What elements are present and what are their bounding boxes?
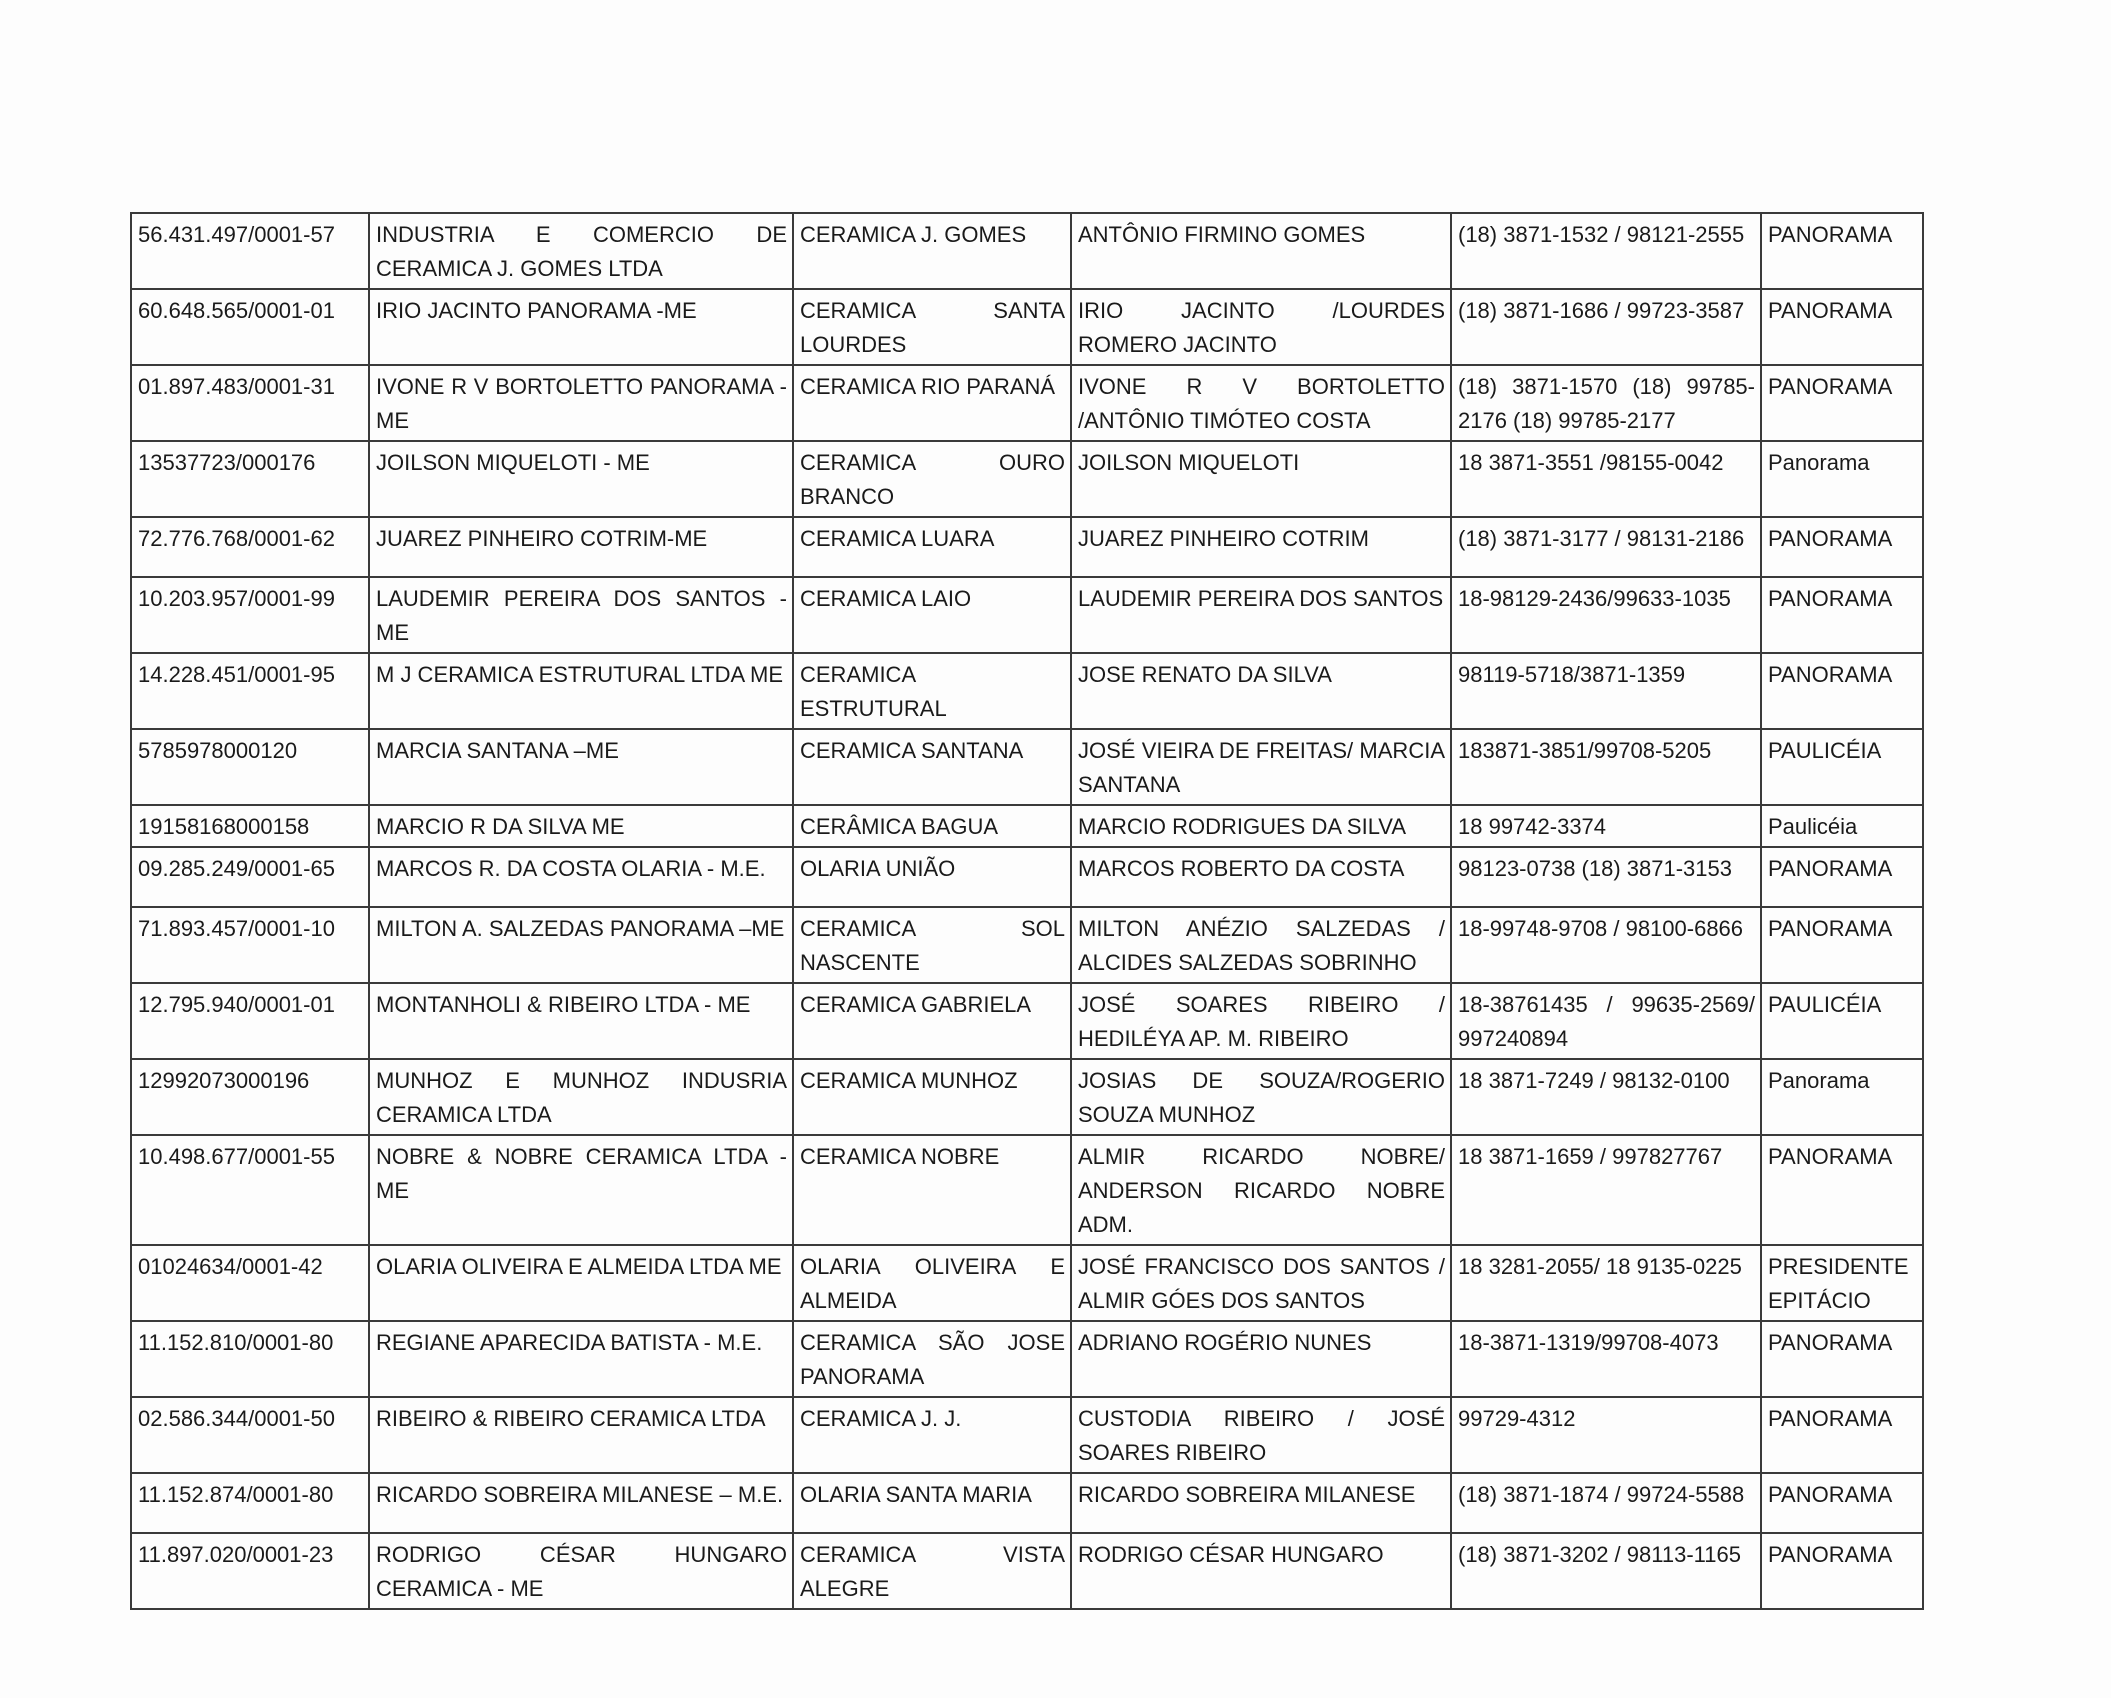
phone-cell: (18) 3871-3202 / 98113-1165 <box>1451 1533 1761 1609</box>
contact-cell: ALMIR RICARDO NOBRE/ ANDERSON RICARDO NOBRE ADM. <box>1071 1135 1451 1245</box>
city-cell: PANORAMA <box>1761 1397 1923 1473</box>
trade-name-cell: CERAMICA LUARA <box>793 517 1071 577</box>
contact-cell: JUAREZ PINHEIRO COTRIM <box>1071 517 1451 577</box>
city-cell: PANORAMA <box>1761 1473 1923 1533</box>
cnpj-cell: 11.152.874/0001-80 <box>131 1473 369 1533</box>
trade-name-cell: CERAMICA RIO PARANÁ <box>793 365 1071 441</box>
table-row <box>131 1059 1923 1135</box>
contact-cell: ADRIANO ROGÉRIO NUNES <box>1071 1321 1451 1397</box>
trade-name-cell: CERAMICA ESTRUTURAL <box>793 653 1071 729</box>
cnpj-cell: 11.152.810/0001-80 <box>131 1321 369 1397</box>
contact-cell: MARCIO RODRIGUES DA SILVA <box>1071 805 1451 847</box>
contact-cell: IRIO JACINTO /LOURDES ROMERO JACINTO <box>1071 289 1451 365</box>
phone-cell: 99729-4312 <box>1451 1397 1761 1473</box>
table-row <box>131 1135 1923 1245</box>
phone-cell: 18 3281-2055/ 18 9135-0225 <box>1451 1245 1761 1321</box>
phone-cell: 18-99748-9708 / 98100-6866 <box>1451 907 1761 983</box>
city-cell: PAULICÉIA <box>1761 729 1923 805</box>
company-name-cell: LAUDEMIR PEREIRA DOS SANTOS -ME <box>369 577 793 653</box>
city-cell: PANORAMA <box>1761 1533 1923 1609</box>
table-row <box>131 213 1923 289</box>
city-cell: PANORAMA <box>1761 847 1923 907</box>
table-row <box>131 577 1923 653</box>
table-row <box>131 653 1923 729</box>
contact-cell: JOSIAS DE SOUZA/ROGERIO SOUZA MUNHOZ <box>1071 1059 1451 1135</box>
city-cell: PANORAMA <box>1761 907 1923 983</box>
company-name-cell: RIBEIRO & RIBEIRO CERAMICA LTDA <box>369 1397 793 1473</box>
trade-name-cell: CERAMICA NOBRE <box>793 1135 1071 1245</box>
contact-cell: JOSÉ SOARES RIBEIRO / HEDILÉYA AP. M. RIBEIRO <box>1071 983 1451 1059</box>
company-name-cell: JUAREZ PINHEIRO COTRIM-ME <box>369 517 793 577</box>
company-name-cell: MILTON A. SALZEDAS PANORAMA –ME <box>369 907 793 983</box>
table-row <box>131 365 1923 441</box>
trade-name-cell: CERÂMICA BAGUA <box>793 805 1071 847</box>
city-cell: PANORAMA <box>1761 1321 1923 1397</box>
city-cell: PAULICÉIA <box>1761 983 1923 1059</box>
table-row <box>131 441 1923 517</box>
phone-cell: (18) 3871-1532 / 98121-2555 <box>1451 213 1761 289</box>
phone-cell: 183871-3851/99708-5205 <box>1451 729 1761 805</box>
company-name-cell: REGIANE APARECIDA BATISTA - M.E. <box>369 1321 793 1397</box>
contact-cell: JOILSON MIQUELOTI <box>1071 441 1451 517</box>
contact-cell: RICARDO SOBREIRA MILANESE <box>1071 1473 1451 1533</box>
ceramics-registry-table <box>130 212 1924 1610</box>
company-name-cell: M J CERAMICA ESTRUTURAL LTDA ME <box>369 653 793 729</box>
phone-cell: (18) 3871-1686 / 99723-3587 <box>1451 289 1761 365</box>
company-name-cell: OLARIA OLIVEIRA E ALMEIDA LTDA ME <box>369 1245 793 1321</box>
phone-cell: (18) 3871-1570 (18) 99785-2176 (18) 99785-2177 <box>1451 365 1761 441</box>
table-row <box>131 729 1923 805</box>
table-row <box>131 907 1923 983</box>
city-cell: PANORAMA <box>1761 577 1923 653</box>
phone-cell: 18-3871-1319/99708-4073 <box>1451 1321 1761 1397</box>
company-name-cell: MARCIA SANTANA –ME <box>369 729 793 805</box>
company-name-cell: RICARDO SOBREIRA MILANESE – M.E. <box>369 1473 793 1533</box>
table-row <box>131 805 1923 847</box>
phone-cell: 18 99742-3374 <box>1451 805 1761 847</box>
city-cell: PANORAMA <box>1761 365 1923 441</box>
city-cell: PRESIDENTE EPITÁCIO <box>1761 1245 1923 1321</box>
cnpj-cell: 12992073000196 <box>131 1059 369 1135</box>
trade-name-cell: CERAMICA OURO BRANCO <box>793 441 1071 517</box>
phone-cell: (18) 3871-3177 / 98131-2186 <box>1451 517 1761 577</box>
city-cell: PANORAMA <box>1761 213 1923 289</box>
phone-cell: (18) 3871-1874 / 99724-5588 <box>1451 1473 1761 1533</box>
cnpj-cell: 14.228.451/0001-95 <box>131 653 369 729</box>
company-name-cell: MARCIO R DA SILVA ME <box>369 805 793 847</box>
table-row <box>131 1397 1923 1473</box>
trade-name-cell: OLARIA UNIÃO <box>793 847 1071 907</box>
contact-cell: ANTÔNIO FIRMINO GOMES <box>1071 213 1451 289</box>
contact-cell: CUSTODIA RIBEIRO / JOSÉ SOARES RIBEIRO <box>1071 1397 1451 1473</box>
table-row <box>131 1245 1923 1321</box>
city-cell: PANORAMA <box>1761 1135 1923 1245</box>
company-name-cell: MARCOS R. DA COSTA OLARIA - M.E. <box>369 847 793 907</box>
contact-cell: LAUDEMIR PEREIRA DOS SANTOS <box>1071 577 1451 653</box>
contact-cell: JOSÉ VIEIRA DE FREITAS/ MARCIA SANTANA <box>1071 729 1451 805</box>
company-name-cell: NOBRE & NOBRE CERAMICA LTDA - ME <box>369 1135 793 1245</box>
trade-name-cell: CERAMICA J. GOMES <box>793 213 1071 289</box>
trade-name-cell: OLARIA SANTA MARIA <box>793 1473 1071 1533</box>
city-cell: PANORAMA <box>1761 517 1923 577</box>
cnpj-cell: 5785978000120 <box>131 729 369 805</box>
city-cell: Panorama <box>1761 441 1923 517</box>
cnpj-cell: 72.776.768/0001-62 <box>131 517 369 577</box>
city-cell: Paulicéia <box>1761 805 1923 847</box>
contact-cell: JOSE RENATO DA SILVA <box>1071 653 1451 729</box>
cnpj-cell: 01024634/0001-42 <box>131 1245 369 1321</box>
company-name-cell: JOILSON MIQUELOTI - ME <box>369 441 793 517</box>
trade-name-cell: CERAMICA SÃO JOSE PANORAMA <box>793 1321 1071 1397</box>
contact-cell: RODRIGO CÉSAR HUNGARO <box>1071 1533 1451 1609</box>
phone-cell: 18 3871-7249 / 98132-0100 <box>1451 1059 1761 1135</box>
cnpj-cell: 56.431.497/0001-57 <box>131 213 369 289</box>
phone-cell: 98123-0738 (18) 3871-3153 <box>1451 847 1761 907</box>
table-row <box>131 983 1923 1059</box>
cnpj-cell: 10.498.677/0001-55 <box>131 1135 369 1245</box>
phone-cell: 18 3871-3551 /98155-0042 <box>1451 441 1761 517</box>
cnpj-cell: 11.897.020/0001-23 <box>131 1533 369 1609</box>
company-name-cell: INDUSTRIA E COMERCIO DE CERAMICA J. GOMES LTDA <box>369 213 793 289</box>
company-name-cell: IVONE R V BORTOLETTO PANORAMA - ME <box>369 365 793 441</box>
cnpj-cell: 01.897.483/0001-31 <box>131 365 369 441</box>
cnpj-cell: 09.285.249/0001-65 <box>131 847 369 907</box>
trade-name-cell: CERAMICA SOL NASCENTE <box>793 907 1071 983</box>
company-name-cell: MUNHOZ E MUNHOZ INDUSRIA CERAMICA LTDA <box>369 1059 793 1135</box>
trade-name-cell: CERAMICA SANTA LOURDES <box>793 289 1071 365</box>
table-row <box>131 1533 1923 1609</box>
company-name-cell: MONTANHOLI & RIBEIRO LTDA - ME <box>369 983 793 1059</box>
contact-cell: MARCOS ROBERTO DA COSTA <box>1071 847 1451 907</box>
table-row <box>131 289 1923 365</box>
trade-name-cell: CERAMICA VISTA ALEGRE <box>793 1533 1071 1609</box>
cnpj-cell: 13537723/000176 <box>131 441 369 517</box>
table-row <box>131 847 1923 907</box>
cnpj-cell: 71.893.457/0001-10 <box>131 907 369 983</box>
cnpj-cell: 10.203.957/0001-99 <box>131 577 369 653</box>
trade-name-cell: CERAMICA J. J. <box>793 1397 1071 1473</box>
cnpj-cell: 60.648.565/0001-01 <box>131 289 369 365</box>
phone-cell: 18 3871-1659 / 997827767 <box>1451 1135 1761 1245</box>
company-name-cell: IRIO JACINTO PANORAMA -ME <box>369 289 793 365</box>
contact-cell: JOSÉ FRANCISCO DOS SANTOS / ALMIR GÓES DOS SANTOS <box>1071 1245 1451 1321</box>
table-row <box>131 1321 1923 1397</box>
city-cell: Panorama <box>1761 1059 1923 1135</box>
contact-cell: MILTON ANÉZIO SALZEDAS / ALCIDES SALZEDAS SOBRINHO <box>1071 907 1451 983</box>
cnpj-cell: 02.586.344/0001-50 <box>131 1397 369 1473</box>
contact-cell: IVONE R V BORTOLETTO /ANTÔNIO TIMÓTEO COSTA <box>1071 365 1451 441</box>
trade-name-cell: CERAMICA MUNHOZ <box>793 1059 1071 1135</box>
company-name-cell: RODRIGO CÉSAR HUNGARO CERAMICA - ME <box>369 1533 793 1609</box>
cnpj-cell: 12.795.940/0001-01 <box>131 983 369 1059</box>
cnpj-cell: 19158168000158 <box>131 805 369 847</box>
trade-name-cell: OLARIA OLIVEIRA E ALMEIDA <box>793 1245 1071 1321</box>
trade-name-cell: CERAMICA LAIO <box>793 577 1071 653</box>
table-row <box>131 517 1923 577</box>
phone-cell: 18-98129-2436/99633-1035 <box>1451 577 1761 653</box>
city-cell: PANORAMA <box>1761 289 1923 365</box>
table-row <box>131 1473 1923 1533</box>
phone-cell: 98119-5718/3871-1359 <box>1451 653 1761 729</box>
phone-cell: 18-38761435 / 99635-2569/ 997240894 <box>1451 983 1761 1059</box>
trade-name-cell: CERAMICA GABRIELA <box>793 983 1071 1059</box>
city-cell: PANORAMA <box>1761 653 1923 729</box>
trade-name-cell: CERAMICA SANTANA <box>793 729 1071 805</box>
